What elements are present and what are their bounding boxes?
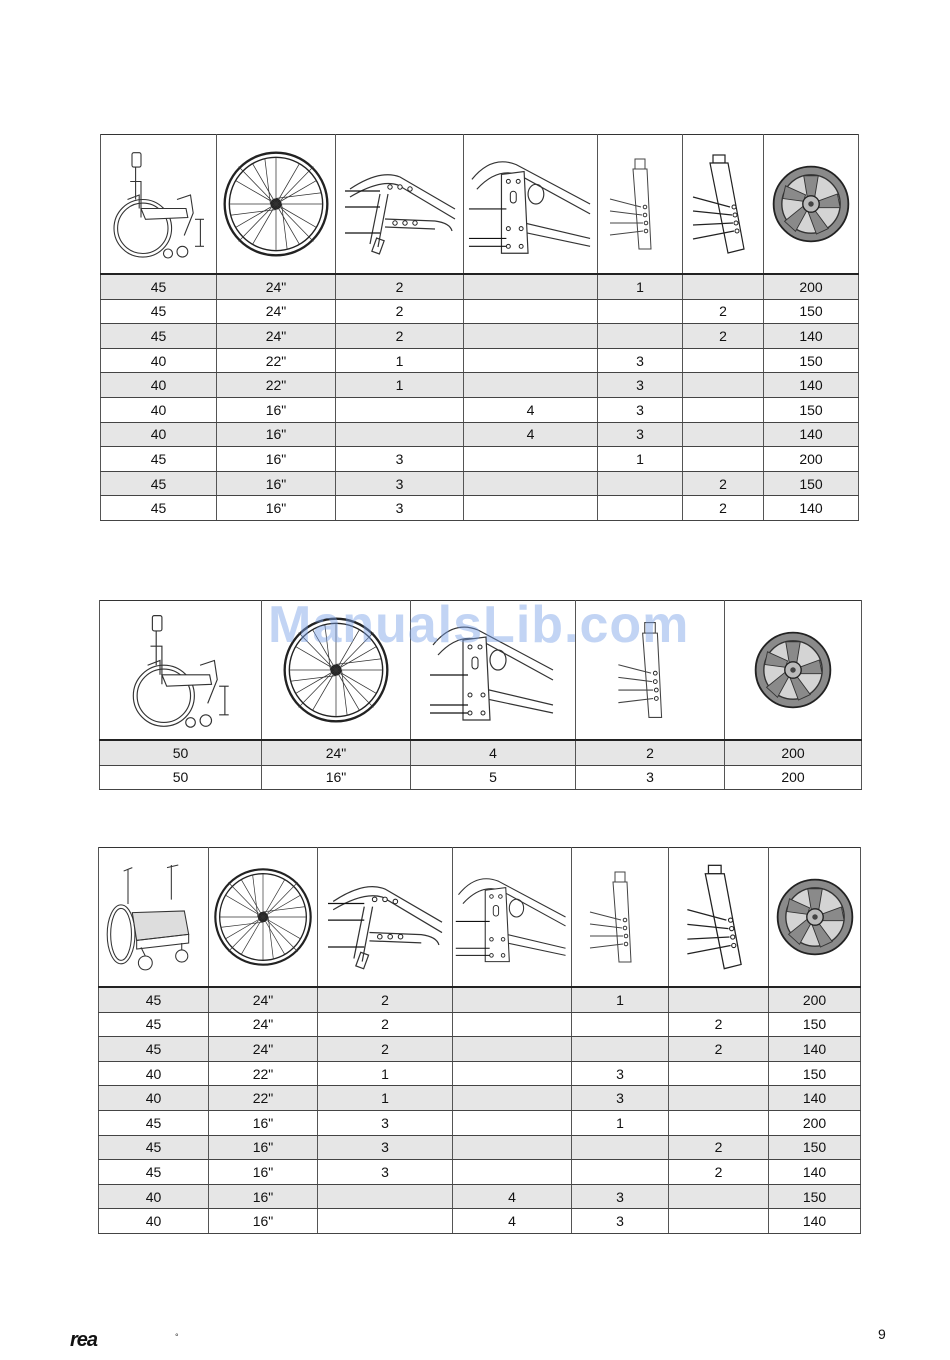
table-cell (464, 447, 598, 472)
wheelchair-front-icon (102, 855, 206, 979)
table-cell: 3 (572, 1184, 669, 1209)
header-illustrations (99, 848, 861, 988)
table-cell (669, 1061, 769, 1086)
table-cell: 24" (209, 1037, 318, 1062)
table-cell: 2 (669, 1135, 769, 1160)
table-cell (669, 1184, 769, 1209)
table-cell: 45 (99, 1135, 209, 1160)
table-cell: 4 (453, 1209, 572, 1234)
table-cell: 1 (598, 447, 683, 472)
table-cell: 45 (101, 447, 217, 472)
wheelchair-side-icon (121, 608, 241, 732)
table-cell (683, 447, 764, 472)
table-cell: 150 (769, 1184, 861, 1209)
table-cell: 50 (100, 765, 262, 790)
table-cell: 45 (101, 299, 217, 324)
fork-small-icon (585, 862, 655, 972)
table-cell: 45 (101, 274, 217, 299)
table-cell (669, 1209, 769, 1234)
table-row (99, 1061, 861, 1086)
table-cell (453, 987, 572, 1012)
table-cell: 2 (318, 1037, 453, 1062)
table-cell: 1 (598, 274, 683, 299)
adjustment-table-3 (98, 847, 861, 1234)
table-cell: 2 (683, 324, 764, 349)
table-cell: 16" (209, 1184, 318, 1209)
table-cell: 150 (769, 1012, 861, 1037)
table-row (99, 1037, 861, 1062)
table-cell (572, 1135, 669, 1160)
fork-large-icon (681, 859, 757, 975)
table-cell (464, 496, 598, 521)
table-cell: 140 (764, 324, 859, 349)
table-cell: 2 (683, 299, 764, 324)
table-cell: 24" (217, 274, 336, 299)
table-cell: 2 (336, 299, 464, 324)
table-cell: 45 (99, 1037, 209, 1062)
table-cell: 150 (769, 1135, 861, 1160)
table-cell: 2 (669, 1160, 769, 1185)
table-cell: 45 (101, 496, 217, 521)
table-cell: 140 (764, 422, 859, 447)
table-cell: 40 (101, 422, 217, 447)
table-cell (464, 348, 598, 373)
table-cell (318, 1184, 453, 1209)
table-cell: 2 (318, 1012, 453, 1037)
table-cell: 140 (769, 1086, 861, 1111)
table-cell (572, 1160, 669, 1185)
table-cell (669, 1086, 769, 1111)
table-cell: 40 (99, 1184, 209, 1209)
table-cell: 22" (217, 373, 336, 398)
table-row (101, 348, 859, 373)
table-cell: 1 (318, 1086, 453, 1111)
table-row (101, 274, 859, 299)
table-cell: 45 (99, 1110, 209, 1135)
header-illustrations (101, 135, 859, 275)
table-cell: 22" (217, 348, 336, 373)
table-cell: 16" (217, 397, 336, 422)
table-cell: 200 (769, 987, 861, 1012)
table-cell: 2 (683, 496, 764, 521)
table-cell: 2 (669, 1012, 769, 1037)
table-cell: 3 (572, 1061, 669, 1086)
table-cell: 3 (598, 397, 683, 422)
table-cell: 4 (453, 1184, 572, 1209)
table-cell: 140 (764, 496, 859, 521)
table-row (99, 987, 861, 1012)
brand-logo: rea (70, 1329, 98, 1351)
table-cell: 45 (101, 471, 217, 496)
table-row (101, 471, 859, 496)
table-cell: 140 (769, 1160, 861, 1185)
table-cell: 150 (764, 299, 859, 324)
table-row (101, 397, 859, 422)
table-cell: 4 (411, 740, 576, 765)
table-cell: 2 (336, 324, 464, 349)
table-cell: 3 (598, 348, 683, 373)
table-cell (453, 1135, 572, 1160)
table-cell (453, 1110, 572, 1135)
table-row (101, 373, 859, 398)
table-cell (669, 1110, 769, 1135)
table-cell (464, 471, 598, 496)
table-cell: 22" (209, 1086, 318, 1111)
table-cell: 1 (336, 348, 464, 373)
frame-holes-icon (339, 149, 461, 259)
table-row (99, 1160, 861, 1185)
table-cell (598, 299, 683, 324)
table-cell: 2 (336, 274, 464, 299)
table-cell: 4 (464, 397, 598, 422)
table-cell (669, 987, 769, 1012)
table-cell: 200 (769, 1110, 861, 1135)
table-cell (683, 274, 764, 299)
table-cell: 200 (725, 765, 862, 790)
table-cell: 2 (683, 471, 764, 496)
table-cell: 1 (572, 1110, 669, 1135)
castor-wheel-icon (774, 876, 856, 958)
table-cell (336, 397, 464, 422)
table-cell (464, 324, 598, 349)
table-cell (598, 324, 683, 349)
brand-mark: ° (175, 1332, 179, 1342)
watermark: ManualsLib.com (268, 596, 690, 654)
table-cell (683, 373, 764, 398)
table-cell: 50 (100, 740, 262, 765)
table-cell (683, 397, 764, 422)
table-cell: 16" (209, 1209, 318, 1234)
table-cell (453, 1086, 572, 1111)
table-cell: 40 (101, 373, 217, 398)
table-cell: 1 (318, 1061, 453, 1086)
table-row (99, 1135, 861, 1160)
table-cell: 16" (217, 447, 336, 472)
table-cell: 3 (318, 1135, 453, 1160)
table-cell: 2 (669, 1037, 769, 1062)
table-cell: 150 (764, 348, 859, 373)
castor-wheel-icon (770, 163, 852, 245)
table-cell: 45 (99, 987, 209, 1012)
fork-small-icon (605, 149, 675, 259)
table-cell: 1 (336, 373, 464, 398)
table-cell: 200 (764, 274, 859, 299)
table-cell: 22" (209, 1061, 318, 1086)
table-cell: 200 (764, 447, 859, 472)
table-cell: 3 (336, 447, 464, 472)
table-cell: 45 (99, 1160, 209, 1185)
table-cell: 140 (769, 1209, 861, 1234)
table-cell (453, 1037, 572, 1062)
table-cell (464, 299, 598, 324)
table-row (99, 1086, 861, 1111)
table-cell: 200 (725, 740, 862, 765)
table-cell: 3 (576, 765, 725, 790)
table-cell: 24" (262, 740, 411, 765)
table-row (101, 422, 859, 447)
table-cell: 16" (217, 422, 336, 447)
table-row (100, 740, 862, 765)
fork-large-icon (688, 149, 758, 259)
table-cell: 3 (336, 471, 464, 496)
table-cell: 150 (764, 471, 859, 496)
table-cell: 140 (769, 1037, 861, 1062)
frame-plate-icon (467, 149, 595, 259)
table-cell: 16" (209, 1160, 318, 1185)
table-cell (683, 348, 764, 373)
adjustment-table-1 (100, 134, 859, 521)
table-row (101, 496, 859, 521)
table-row (101, 324, 859, 349)
frame-plate-icon (454, 865, 570, 969)
table-cell: 5 (411, 765, 576, 790)
table-cell: 4 (464, 422, 598, 447)
table-cell (453, 1160, 572, 1185)
table-cell: 1 (572, 987, 669, 1012)
table-cell (464, 373, 598, 398)
table-cell (598, 496, 683, 521)
table-cell: 3 (336, 496, 464, 521)
table-cell: 2 (576, 740, 725, 765)
table-row (99, 1209, 861, 1234)
table-cell: 3 (598, 373, 683, 398)
spoked-wheel-icon (220, 148, 332, 260)
table-cell (598, 471, 683, 496)
table-cell: 150 (764, 397, 859, 422)
table-cell: 140 (764, 373, 859, 398)
table-cell: 24" (217, 299, 336, 324)
table-row (99, 1012, 861, 1037)
table-cell: 2 (318, 987, 453, 1012)
table-cell (453, 1061, 572, 1086)
table-cell: 16" (217, 471, 336, 496)
table-cell (572, 1012, 669, 1037)
table-cell: 40 (101, 348, 217, 373)
table-cell: 3 (318, 1160, 453, 1185)
table-row (99, 1110, 861, 1135)
table-cell: 3 (598, 422, 683, 447)
table-cell: 40 (101, 397, 217, 422)
wheelchair-side-icon (105, 144, 213, 264)
table-cell: 3 (572, 1209, 669, 1234)
table-cell: 24" (209, 987, 318, 1012)
table-cell: 45 (99, 1012, 209, 1037)
table-cell: 24" (209, 1012, 318, 1037)
table-cell: 16" (262, 765, 411, 790)
table-row (101, 299, 859, 324)
table-cell (464, 274, 598, 299)
table-cell: 40 (99, 1209, 209, 1234)
castor-wheel-icon (752, 629, 834, 711)
page-number: 9 (878, 1326, 886, 1342)
table-cell: 16" (209, 1135, 318, 1160)
table-cell: 3 (572, 1086, 669, 1111)
table-cell (572, 1037, 669, 1062)
table-cell: 16" (217, 496, 336, 521)
table-cell: 40 (99, 1086, 209, 1111)
table-cell (453, 1012, 572, 1037)
table-cell: 16" (209, 1110, 318, 1135)
frame-holes-icon (321, 860, 449, 974)
table-cell: 150 (769, 1061, 861, 1086)
table-cell (318, 1209, 453, 1234)
table-cell (336, 422, 464, 447)
table-cell: 45 (101, 324, 217, 349)
table-cell: 3 (318, 1110, 453, 1135)
table-cell (683, 422, 764, 447)
table-row (100, 765, 862, 790)
table-cell: 24" (217, 324, 336, 349)
table-row (101, 447, 859, 472)
spoked-wheel-icon (211, 865, 315, 969)
table-cell: 40 (99, 1061, 209, 1086)
table-row (99, 1184, 861, 1209)
